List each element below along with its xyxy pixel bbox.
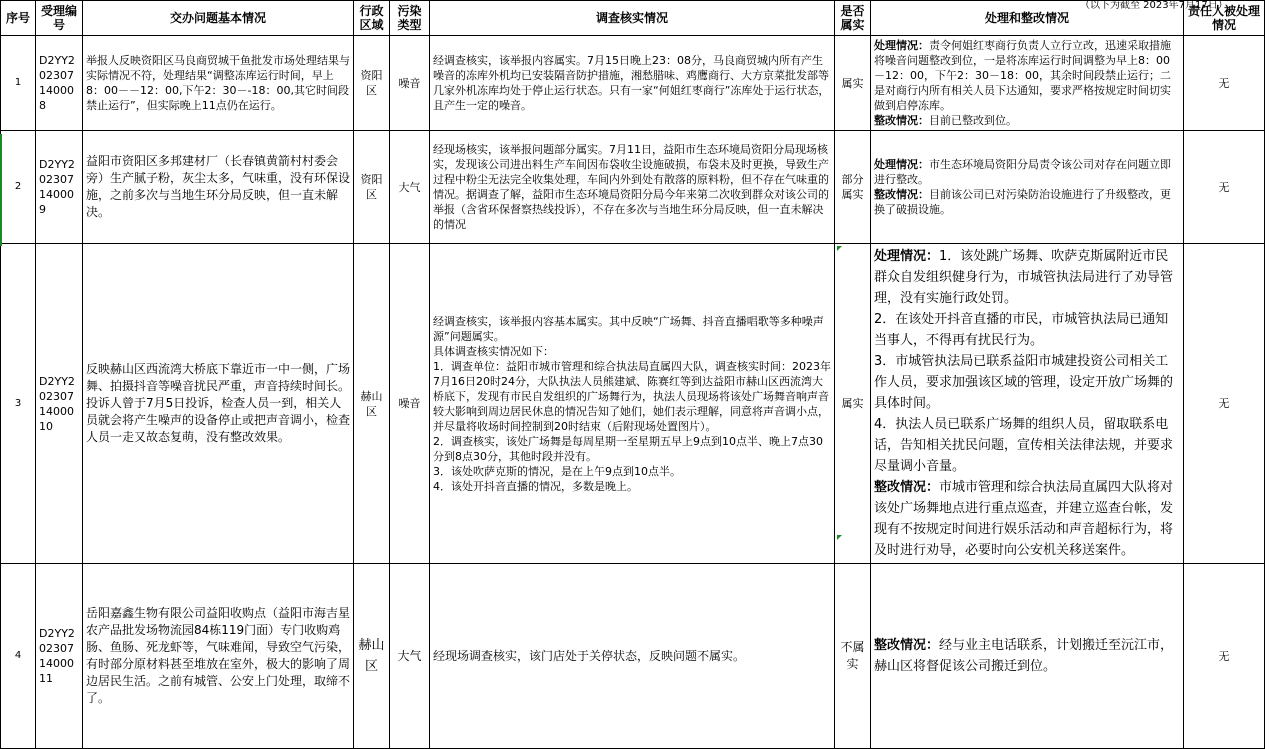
row-investigation: 经现场核实，该举报问题部分属实。7月11日，益阳市生态环境局资阳分局现场核实，发现该公司进出料生产车间因布袋收尘设施破损，布袋未及时更换，导致生产过程中粉尘无法完全收集处理，车间内外到处有散落的原料粉，但不存在气味重的情况。据调查了解，益阳市生态环境局资阳分局今年来第二次收到群众对该公司的举报（含省环保督察热线投诉），不存在多次与当地生环分局反映，但一直未解决的情况	[430, 131, 835, 244]
code-line: 02307	[39, 642, 74, 655]
row-handling	[871, 36, 1184, 131]
row-verified: 部分属实	[835, 131, 871, 244]
row-pollution: 噪音	[390, 244, 430, 564]
handling-label: 整改情况：	[874, 638, 940, 653]
investigation-para: 经调查核实，该举报内容基本属实。其中反映“广场舞、抖音直播唱歌等多种噪声源”问题属实。	[433, 314, 824, 343]
col-code: 受理编号	[36, 1, 83, 36]
handling-label: 处理情况：	[874, 39, 929, 52]
row-issue: 益阳市资阳区多邦建材厂（长春镇黄箭村村委会旁）生产腻子粉，灰尘太多，气味重，没有环保设施，之前多次与当地生环分局反映，但一直未解决。	[83, 131, 354, 244]
code-line: 02307	[39, 173, 74, 186]
handling-text: 责令何姐红枣商行负责人立行立改，迅速采取措施将噪音问题整改到位，一是将冻库运行时间调整为早上8：00－12：00，下午2：30－18：00，其余时间段禁止运行；二是对商行内所有相关人员下达通知，要求严格按规定时间切实做到启停冻库。	[874, 39, 1171, 112]
row-code	[36, 564, 83, 749]
handling-label: 整改情况：	[874, 114, 929, 127]
code-line: D2YY2	[39, 627, 75, 640]
col-investigation: 调查核实情况	[430, 1, 835, 36]
col-region: 行政区域	[354, 1, 390, 36]
code-line: D2YY2	[39, 374, 75, 388]
handling-para	[874, 187, 1180, 217]
handling-para: 2．在该处开抖音直播的市民，市城管执法局已通知当事人，不得再有扰民行为。	[874, 312, 1169, 348]
cell-comment-marker	[837, 535, 842, 540]
row-handling	[871, 564, 1184, 749]
col-accountable: 责任人被处理情况	[1184, 1, 1265, 36]
row-issue: 举报人反映资阳区马良商贸城干鱼批发市场处理结果与实际情况不符，处理结果“调整冻库运行时间，早上8：00－－12：00,下午2：30－-18：00,其它时间段禁止运行”，但实际晚上11点仍在运行。	[83, 36, 354, 131]
row-region: 赫山区	[354, 564, 390, 749]
investigation-para: 3．该处吹萨克斯的情况，是在上午9点到10点半。	[433, 464, 681, 478]
handling-text: 经与业主电话联系，计划搬迁至沅江市，赫山区将督促该公司搬迁到位。	[874, 638, 1174, 674]
investigation-para: 1．调查单位：益阳市城市管理和综合执法局直属四大队，调查核实时间：2023年7月16日20时24分，大队执法人员熊建斌、陈赛红等到达益阳市赫山区西流湾大桥底下，发现有市民自发组织的广场舞行为，执法人员现场将该处广场舞音响声音较大影响到周边居民休息的情况告知了她们，她们表示理解，同意将声音调小点，并尽量将收场时间控制到20时结束（后附现场处置图片）。	[433, 359, 831, 433]
handling-text: 市生态环境局资阳分局责令该公司对存在问题立即进行整改。	[874, 158, 1171, 186]
col-verified: 是否属实	[835, 1, 871, 36]
handling-para: 4．执法人员已联系广场舞的组织人员，留取联系电话，告知相关扰民问题，宣传相关法律法规，并要求尽量调小音量。	[874, 417, 1174, 474]
row-seq: 3	[1, 244, 36, 564]
row-accountable: 无	[1184, 131, 1265, 244]
row-verified: 属实	[835, 244, 871, 564]
col-seq: 序号	[1, 1, 36, 36]
row-2-marker	[0, 134, 2, 246]
code-line: 11	[39, 672, 53, 685]
row-pollution: 噪音	[390, 36, 430, 131]
code-line: 10	[39, 419, 53, 433]
row-seq: 1	[1, 36, 36, 131]
col-issue: 交办问题基本情况	[83, 1, 354, 36]
header-note: （以下为截至 2023年7月17日）	[1080, 0, 1228, 11]
code-line: 9	[39, 203, 46, 216]
row-code	[36, 244, 83, 564]
table-row	[1, 36, 1265, 131]
code-line: D2YY2	[39, 54, 75, 67]
row-pollution: 大气	[390, 564, 430, 749]
row-accountable: 无	[1184, 564, 1265, 749]
handling-text: 目前已整改到位。	[929, 114, 1017, 127]
col-handling: 处理和整改情况	[871, 1, 1184, 36]
row-investigation: 经调查核实，该举报内容属实。7月15日晚上23：08分，马良商贸城内所有产生噪音的冻库外机均已安装隔音防护措施，湘愁腊味、鸡鹰商行、大方京菜批发部等几家外机冻库均处于停止运行状态。只有一家“何姐红枣商行”冻库处于运行状态，且产生一定的噪音。	[430, 36, 835, 131]
row-code	[36, 131, 83, 244]
row-accountable: 无	[1184, 244, 1265, 564]
handling-label: 整改情况：	[874, 480, 940, 495]
col-pollution: 污染类型	[390, 1, 430, 36]
table-row	[1, 564, 1265, 749]
row-issue: 岳阳嘉鑫生物有限公司益阳收购点（益阳市海吉星农产品批发场物流园84栋119门面）专门收购鸡肠、鱼肠、死龙虾等，气味难闻，导致空气污染，有时部分原材料甚至堆放在室外，极大的影响了周边居民生活。之前有城管、公安上门处理，取缔不了。	[83, 564, 354, 749]
code-line: 14000	[39, 84, 74, 97]
handling-para	[874, 477, 1180, 561]
row-code	[36, 36, 83, 131]
row-region: 资阳区	[354, 36, 390, 131]
handling-para	[874, 246, 1180, 309]
table-row	[1, 131, 1265, 244]
handling-text: 市城市管理和综合执法局直属四大队将对该处广场舞地点进行重点巡查，并建立巡查台帐，发现有不按规定时间进行娱乐活动和声音超标行为，将及时进行劝导，必要时向公安机关移送案件。	[874, 480, 1174, 558]
cell-comment-marker	[837, 246, 842, 251]
code-line: 14000	[39, 188, 74, 201]
handling-label: 整改情况：	[874, 188, 929, 201]
handling-label: 处理情况：	[874, 158, 929, 171]
code-line: 8	[39, 99, 46, 112]
handling-para	[874, 157, 1180, 187]
row-handling	[871, 131, 1184, 244]
row-region: 赫山区	[354, 244, 390, 564]
code-line: 14000	[39, 404, 74, 418]
code-line: 02307	[39, 389, 74, 403]
row-seq: 4	[1, 564, 36, 749]
row-investigation: 经现场调查核实，该门店处于关停状态，反映问题不属实。	[430, 564, 835, 749]
code-line: 02307	[39, 69, 74, 82]
handling-para	[874, 113, 1180, 128]
row-verified: 不属实	[835, 564, 871, 749]
row-investigation	[430, 244, 835, 564]
investigation-para: 4．该处开抖音直播的情况，多数是晚上。	[433, 479, 638, 493]
code-line: 14000	[39, 657, 74, 670]
investigation-para: 2．调查核实，该处广场舞是每周星期一至星期五早上9点到10点半、晚上7点30分到8点30分，其他时段并没有。	[433, 434, 823, 463]
row-verified: 属实	[835, 36, 871, 131]
handling-label: 处理情况：	[874, 249, 940, 264]
table-row	[1, 244, 1265, 564]
row-accountable: 无	[1184, 36, 1265, 131]
code-line: D2YY2	[39, 158, 75, 171]
investigation-para: 具体调查核实情况如下：	[433, 344, 554, 358]
header-row	[1, 1, 1265, 36]
row-issue: 反映赫山区西流湾大桥底下靠近市一中一侧，广场舞、拍摄抖音等噪音扰民严重，声音持续时间长。投诉人曾于7月5日投诉，检查人员一到，相关人员就会将产生噪声的设备停止或把声音调小，检查人员一走又故态复萌，没有整改效果。	[83, 244, 354, 564]
handling-text: 1．该处跳广场舞、吹萨克斯属附近市民群众自发组织健身行为，市城管执法局进行了劝导管理，没有实施行政处罚。	[874, 249, 1174, 306]
row-region: 资阳区	[354, 131, 390, 244]
handling-para: 3．市城管执法局已联系益阳市城建投资公司相关工作人员，要求加强该区域的管理，设定开放广场舞的具体时间。	[874, 354, 1174, 411]
row-handling	[871, 244, 1184, 564]
row-seq: 2	[1, 131, 36, 244]
row-pollution: 大气	[390, 131, 430, 244]
handling-text: 目前该公司已对污染防治设施进行了升级整改，更换了破损设施。	[874, 188, 1171, 216]
